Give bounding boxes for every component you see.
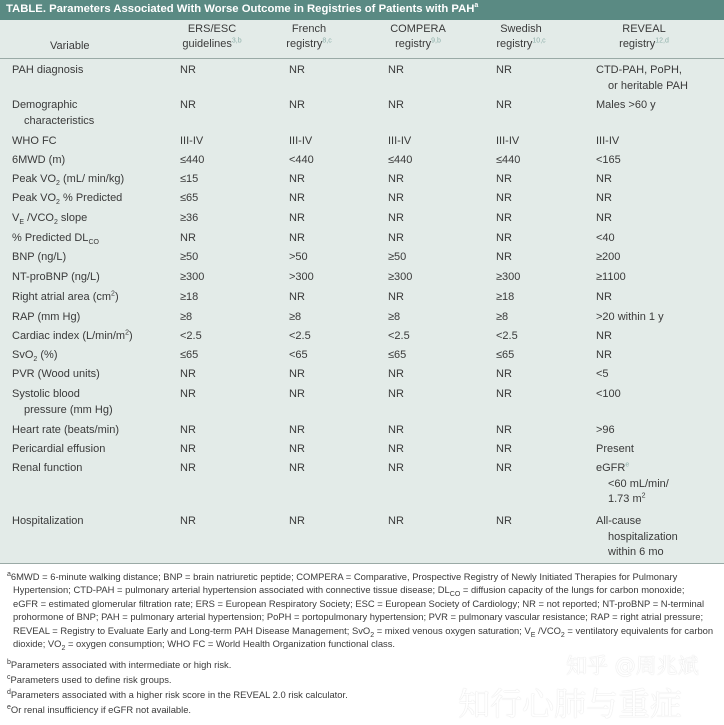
cell-swedish: NR: [496, 515, 512, 527]
column-header-swedish: Swedish registry$^{10,c}$: [496, 23, 546, 50]
row-variable: Hospitalization: [12, 515, 84, 527]
cell-ers-esc: ≥300: [180, 271, 205, 283]
cell-reveal: NR: [596, 291, 612, 303]
cell-ers-esc: ≥36: [180, 212, 199, 224]
cell-reveal: CTD-PAH, PoPH, or heritable PAH: [596, 64, 688, 92]
cell-reveal: ≥200: [596, 251, 621, 263]
cell-compera: NR: [388, 462, 404, 474]
row-variable: Peak $VO_2$ % Predicted: [12, 192, 123, 207]
row-variable: $V_E$ $/VCO_2$ slope: [12, 212, 88, 227]
cell-swedish: NR: [496, 99, 512, 111]
cell-swedish: NR: [496, 192, 512, 204]
cell-swedish: NR: [496, 424, 512, 436]
cell-swedish: ≥8: [496, 311, 509, 323]
cell-french: NR: [289, 443, 305, 455]
table-header-bar: [0, 0, 724, 20]
cell-ers-esc: ≤65: [180, 192, 199, 204]
cell-compera: NR: [388, 515, 404, 527]
cell-french: NR: [289, 388, 305, 400]
cell-swedish: NR: [496, 462, 512, 474]
cell-compera: NR: [388, 443, 404, 455]
cell-french: III-IV: [289, 135, 313, 147]
row-variable: PVR (Wood units): [12, 368, 100, 380]
cell-swedish: <2.5: [496, 330, 518, 342]
cell-compera: NR: [388, 368, 404, 380]
row-variable: NT-proBNP (ng/L): [12, 271, 100, 283]
cell-reveal: <5: [596, 368, 609, 380]
cell-ers-esc: NR: [180, 232, 196, 244]
cell-french: >300: [289, 271, 314, 283]
cell-swedish: NR: [496, 212, 512, 224]
cell-reveal: >20 within 1 y: [596, 311, 664, 323]
cell-ers-esc: ≥50: [180, 251, 199, 263]
cell-compera: NR: [388, 192, 404, 204]
row-variable: SvO$_2$ (%): [12, 349, 58, 364]
row-variable: WHO FC: [12, 135, 57, 147]
row-variable: Pericardial effusion: [12, 443, 106, 455]
footnote-b: $^b$Parameters associated with intermediate or high risk.: [7, 658, 232, 670]
cell-french: NR: [289, 515, 305, 527]
watermark-zhihu: 知乎 @周兆斌: [566, 654, 699, 678]
cell-ers-esc: NR: [180, 443, 196, 455]
cell-french: NR: [289, 212, 305, 224]
cell-swedish: NR: [496, 64, 512, 76]
cell-french: NR: [289, 424, 305, 436]
cell-compera: NR: [388, 291, 404, 303]
cell-reveal: ≥1100: [596, 271, 626, 283]
cell-french: <2.5: [289, 330, 311, 342]
cell-reveal: NR: [596, 212, 612, 224]
cell-french: NR: [289, 291, 305, 303]
cell-swedish: III-IV: [496, 135, 520, 147]
cell-ers-esc: NR: [180, 515, 196, 527]
cell-ers-esc: ≥18: [180, 291, 199, 303]
cell-reveal: Males >60 y: [596, 99, 656, 111]
cell-ers-esc: III-IV: [180, 135, 204, 147]
cell-compera: NR: [388, 212, 404, 224]
footnote-d: $^d$Parameters associated with a higher risk score in the REVEAL 2.0 risk calculator.: [7, 688, 348, 700]
cell-french: NR: [289, 368, 305, 380]
cell-compera: <2.5: [388, 330, 410, 342]
cell-french: <440: [289, 154, 314, 166]
cell-reveal: NR: [596, 349, 612, 361]
cell-ers-esc: ≤440: [180, 154, 205, 166]
cell-ers-esc: NR: [180, 388, 196, 400]
cell-french: NR: [289, 64, 305, 76]
cell-reveal: NR: [596, 192, 612, 204]
cell-compera: III-IV: [388, 135, 412, 147]
cell-ers-esc: ≥8: [180, 311, 193, 323]
cell-ers-esc: ≤15: [180, 173, 199, 185]
column-header-variable: Variable: [50, 40, 90, 52]
cell-french: NR: [289, 232, 305, 244]
cell-ers-esc: NR: [180, 368, 196, 380]
cell-reveal: <100: [596, 388, 621, 400]
cell-compera: ≥8: [388, 311, 401, 323]
column-header-french: French registry$^{8,c}$: [286, 23, 332, 50]
cell-french: NR: [289, 99, 305, 111]
cell-ers-esc: <2.5: [180, 330, 202, 342]
cell-compera: NR: [388, 99, 404, 111]
cell-french: NR: [289, 462, 305, 474]
cell-reveal: NR: [596, 173, 612, 185]
cell-reveal: Present: [596, 443, 634, 455]
row-variable: % Predicted $DL_{CO}$: [12, 232, 99, 247]
column-header-compera: COMPERA registry$^{9,b}$: [390, 23, 446, 50]
row-variable: Renal function: [12, 462, 83, 474]
cell-compera: NR: [388, 388, 404, 400]
row-variable: Cardiac index $(L/\min/m^2)$: [12, 329, 133, 342]
cell-french: NR: [289, 192, 305, 204]
cell-swedish: NR: [496, 251, 512, 263]
row-variable: Systolic blood pressure (mm Hg): [12, 388, 113, 416]
row-variable: PAH diagnosis: [12, 64, 84, 76]
cell-ers-esc: NR: [180, 424, 196, 436]
cell-ers-esc: NR: [180, 64, 196, 76]
footnote-c: $^c$Parameters used to define risk groups.: [7, 673, 172, 685]
column-header-reveal: REVEAL registry$^{12,d}$: [619, 23, 669, 50]
cell-swedish: NR: [496, 368, 512, 380]
table-bottom-divider: [0, 563, 724, 564]
cell-compera: ≥300: [388, 271, 413, 283]
cell-reveal: <40: [596, 232, 615, 244]
cell-french: ≥8: [289, 311, 302, 323]
cell-reveal: >96: [596, 424, 615, 436]
row-variable: BNP (ng/L): [12, 251, 67, 263]
cell-reveal: eGFR$^e$ <60 mL/min/ 1.73 $m^2$: [596, 461, 669, 505]
footnote-a: $^a$6MWD = 6-minute walking distance; BNP = brain natriuretic peptide; COMPERA = Comparative, Prospective Registry of Newly Initiated Therapies for Pulmonary Hypertension; CTD-PAH = pulmonary arterial hypertension associated with connective tissue disease; $DL_{CO}$ = diffusion capacity of the lungs for carbon monoxide; eGFR = estimated glomerular filtration rate; ERS = European Respiratory Society; ESC = European Society of Cardiology; NR = not reported; NT-proBNP = N-terminal prohormone of BNP; PAH = pulmonary arterial hypertension; PoPH = portopulmonary hypertension; PVR = pulmonary vascular resistance; RAP = right atrial pressure; REVEAL = Registry to Evaluate Early and Long-term PAH Disease Management; SvO$_2$ = mixed venous oxygen saturation; $V_E$ $/VCO_2$ = ventilatory equivalents for carbon dioxide; $VO_2$ = oxygen consumption; WHO FC = World Health Organization functional class.: [7, 570, 714, 652]
cell-french: >50: [289, 251, 308, 263]
cell-ers-esc: NR: [180, 462, 196, 474]
cell-swedish: ≥300: [496, 271, 521, 283]
header-divider: [0, 58, 724, 59]
cell-french: <65: [289, 349, 308, 361]
cell-compera: NR: [388, 173, 404, 185]
watermark-channel: 知行心肺与重症: [458, 685, 683, 723]
row-variable: Heart rate (beats/min): [12, 424, 119, 436]
cell-reveal: III-IV: [596, 135, 620, 147]
cell-compera: NR: [388, 64, 404, 76]
cell-swedish: ≤65: [496, 349, 515, 361]
cell-french: NR: [289, 173, 305, 185]
cell-ers-esc: ≤65: [180, 349, 199, 361]
cell-swedish: NR: [496, 388, 512, 400]
cell-swedish: ≥18: [496, 291, 515, 303]
cell-compera: NR: [388, 232, 404, 244]
cell-compera: ≥50: [388, 251, 407, 263]
column-header-ers-esc: ERS/ESC guidelines$^{3,b}$: [182, 23, 242, 50]
cell-compera: ≤440: [388, 154, 413, 166]
cell-reveal: All-cause hospitalization within 6 mo: [596, 515, 678, 558]
row-variable: 6MWD (m): [12, 154, 66, 166]
cell-ers-esc: NR: [180, 99, 196, 111]
footnote-e: $^e$Or renal insufficiency if eGFR not available.: [7, 703, 192, 715]
cell-swedish: ≤440: [496, 154, 521, 166]
row-variable: Right atrial area $(cm^2)$: [12, 290, 119, 303]
cell-swedish: NR: [496, 232, 512, 244]
cell-compera: NR: [388, 424, 404, 436]
cell-swedish: NR: [496, 443, 512, 455]
cell-compera: ≤65: [388, 349, 407, 361]
cell-swedish: NR: [496, 173, 512, 185]
row-variable: RAP (mm Hg): [12, 311, 81, 323]
row-variable: Peak $VO_2$ (mL/ min/kg): [12, 173, 125, 188]
row-variable: Demographic characteristics: [12, 99, 95, 127]
cell-reveal: <165: [596, 154, 621, 166]
table-title: TABLE. Parameters Associated With Worse Outcome in Registries of Patients with PAH$^a$: [6, 2, 479, 15]
cell-reveal: NR: [596, 330, 612, 342]
